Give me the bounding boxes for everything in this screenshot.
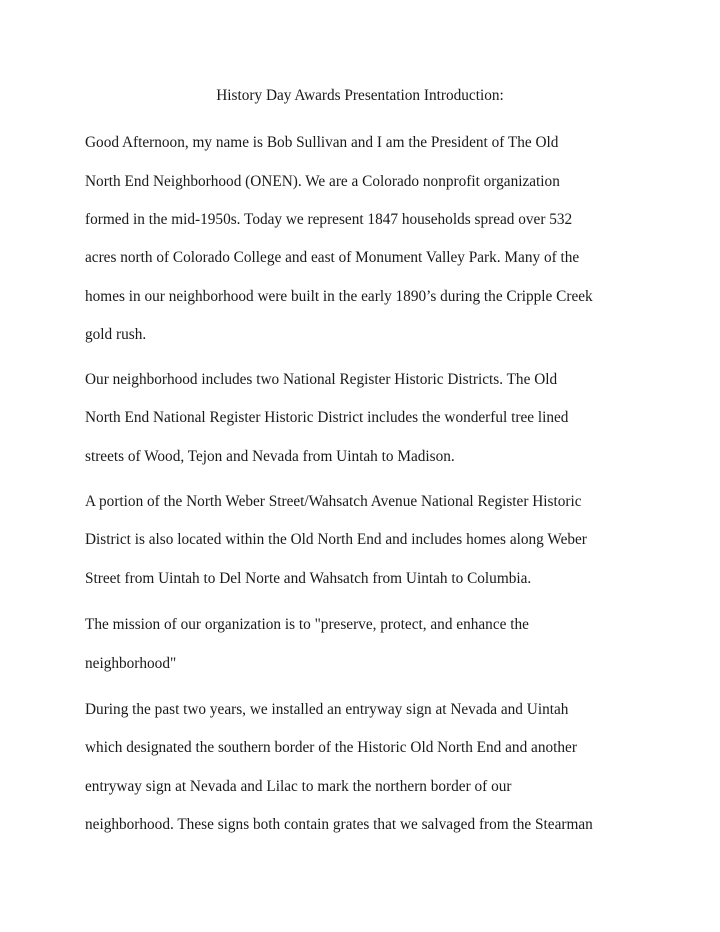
paragraph-5-line-1: During the past two years, we installed an entryway sign at Nevada and Uintah <box>85 701 569 718</box>
paragraph-2-line-1: Our neighborhood includes two National Register Historic Districts. The Old <box>85 371 558 388</box>
paragraph-1-line-6: gold rush. <box>85 326 147 343</box>
paragraph-1-line-4: acres north of Colorado College and east of Monument Valley Park. Many of the <box>85 249 580 266</box>
paragraph-5-line-4: neighborhood. These signs both contain grates that we salvaged from the Stearman <box>85 816 593 833</box>
paragraph-2-line-2: North End National Register Historic District includes the wonderful tree lined <box>85 409 569 426</box>
paragraph-1-line-5: homes in our neighborhood were built in the early 1890’s during the Cripple Creek <box>85 288 593 305</box>
paragraph-5-line-2: which designated the southern border of the Historic Old North End and another <box>85 739 577 756</box>
paragraph-4-line-2: neighborhood" <box>85 655 177 672</box>
paragraph-5-line-3: entryway sign at Nevada and Lilac to mark the northern border of our <box>85 778 512 795</box>
paragraph-1-line-1: Good Afternoon, my name is Bob Sullivan and I am the President of The Old <box>85 134 559 151</box>
paragraph-2-line-3: streets of Wood, Tejon and Nevada from Uintah to Madison. <box>85 448 455 465</box>
paragraph-1-line-2: North End Neighborhood (ONEN). We are a Colorado nonprofit organization <box>85 173 560 190</box>
paragraph-3-line-2: District is also located within the Old North End and includes homes along Weber <box>85 531 587 548</box>
paragraph-3-line-3: Street from Uintah to Del Norte and Wahsatch from Uintah to Columbia. <box>85 570 532 587</box>
paragraph-1-line-3: formed in the mid-1950s. Today we represent 1847 households spread over 532 <box>85 211 573 228</box>
document-title: History Day Awards Presentation Introduction: <box>216 87 504 104</box>
paragraph-3-line-1: A portion of the North Weber Street/Wahsatch Avenue National Register Historic <box>85 493 582 510</box>
paragraph-4-line-1: The mission of our organization is to "preserve, protect, and enhance the <box>85 616 529 633</box>
